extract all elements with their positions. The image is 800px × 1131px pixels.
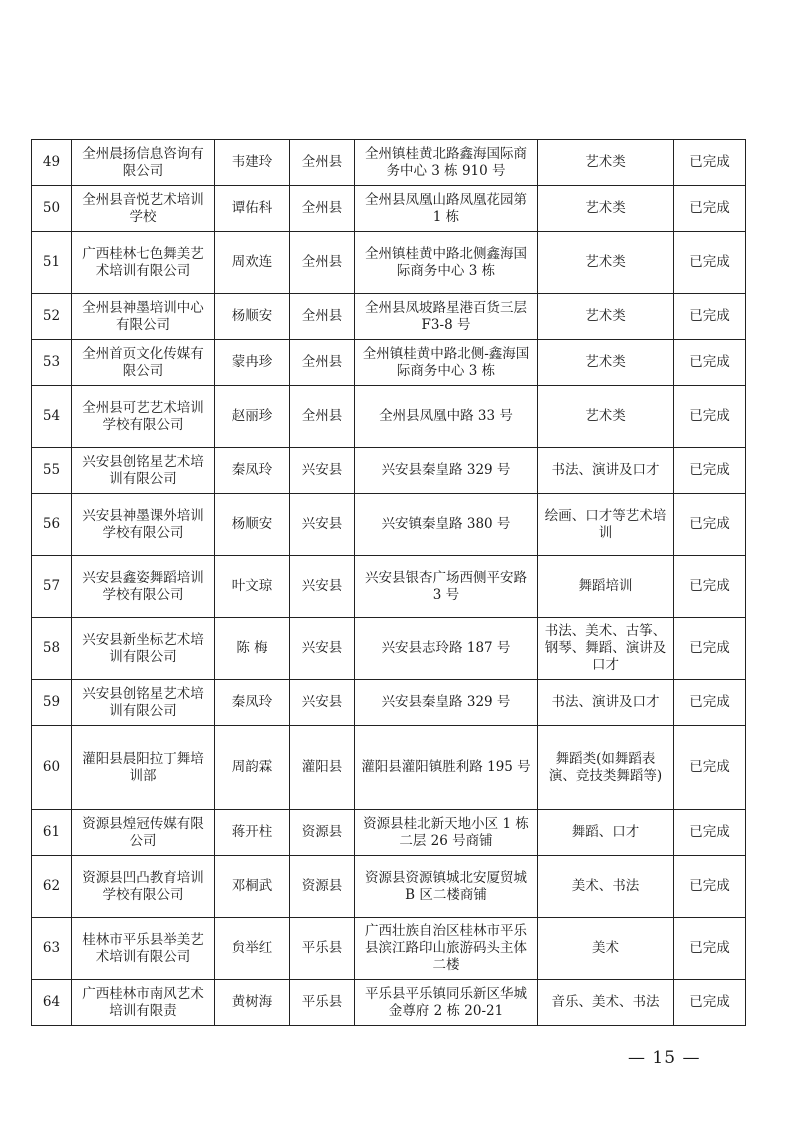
institution-name-cell: 兴安县创铭星艺术培训有限公司 bbox=[72, 448, 215, 494]
legal-person-cell: 谭佑科 bbox=[215, 186, 290, 232]
address-cell: 资源县资源镇城北安厦贸城 B 区二楼商铺 bbox=[355, 856, 538, 918]
status-cell: 已完成 bbox=[674, 186, 746, 232]
row-number-cell: 59 bbox=[32, 680, 72, 726]
row-number-cell: 52 bbox=[32, 294, 72, 340]
institution-name-cell: 兴安县鑫姿舞蹈培训学校有限公司 bbox=[72, 556, 215, 618]
status-cell: 已完成 bbox=[674, 294, 746, 340]
institution-name-cell: 全州首页文化传媒有限公司 bbox=[72, 340, 215, 386]
status-cell: 已完成 bbox=[674, 340, 746, 386]
institution-name-cell: 桂林市平乐县举美艺术培训有限公司 bbox=[72, 918, 215, 980]
legal-person-cell: 周韵霖 bbox=[215, 726, 290, 810]
county-cell: 全州县 bbox=[290, 340, 355, 386]
institution-name-cell: 资源县煌冠传媒有限公司 bbox=[72, 810, 215, 856]
status-cell: 已完成 bbox=[674, 386, 746, 448]
institution-name-cell: 兴安县新坐标艺术培训有限公司 bbox=[72, 618, 215, 680]
county-cell: 资源县 bbox=[290, 810, 355, 856]
legal-person-cell: 叶文琼 bbox=[215, 556, 290, 618]
status-cell: 已完成 bbox=[674, 980, 746, 1026]
status-cell: 已完成 bbox=[674, 726, 746, 810]
institution-name-cell: 兴安县神墨课外培训学校有限公司 bbox=[72, 494, 215, 556]
address-cell: 全州镇桂黄中路北侧-鑫海国际商务中心 3 栋 bbox=[355, 340, 538, 386]
status-cell: 已完成 bbox=[674, 494, 746, 556]
legal-person-cell: 蒋开柱 bbox=[215, 810, 290, 856]
county-cell: 兴安县 bbox=[290, 680, 355, 726]
institution-name-cell: 全州晨扬信息咨询有限公司 bbox=[72, 140, 215, 186]
county-cell: 平乐县 bbox=[290, 980, 355, 1026]
table-row bbox=[32, 810, 746, 856]
county-cell: 全州县 bbox=[290, 186, 355, 232]
row-number-cell: 60 bbox=[32, 726, 72, 810]
training-category-cell: 绘画、口才等艺术培训 bbox=[538, 494, 674, 556]
training-category-cell: 艺术类 bbox=[538, 340, 674, 386]
row-number-cell: 56 bbox=[32, 494, 72, 556]
row-number-cell: 57 bbox=[32, 556, 72, 618]
address-cell: 全州镇桂黄中路北侧鑫海国际商务中心 3 栋 bbox=[355, 232, 538, 294]
training-category-cell: 书法、美术、古筝、钢琴、舞蹈、演讲及口才 bbox=[538, 618, 674, 680]
institution-name-cell: 资源县凹凸教育培训学校有限公司 bbox=[72, 856, 215, 918]
training-category-cell: 书法、演讲及口才 bbox=[538, 448, 674, 494]
legal-person-cell: 杨顺安 bbox=[215, 294, 290, 340]
table-row bbox=[32, 918, 746, 980]
address-cell: 全州县凤凰中路 33 号 bbox=[355, 386, 538, 448]
address-cell: 全州县凤凰山路凤凰花园第 1 栋 bbox=[355, 186, 538, 232]
row-number-cell: 54 bbox=[32, 386, 72, 448]
training-category-cell: 艺术类 bbox=[538, 386, 674, 448]
training-category-cell: 美术 bbox=[538, 918, 674, 980]
row-number-cell: 51 bbox=[32, 232, 72, 294]
legal-person-cell: 贠举红 bbox=[215, 918, 290, 980]
legal-person-cell: 黄树海 bbox=[215, 980, 290, 1026]
institution-name-cell: 灌阳县晨阳拉丁舞培训部 bbox=[72, 726, 215, 810]
address-cell: 兴安县志玲路 187 号 bbox=[355, 618, 538, 680]
legal-person-cell: 周欢连 bbox=[215, 232, 290, 294]
table-row bbox=[32, 726, 746, 810]
status-cell: 已完成 bbox=[674, 140, 746, 186]
table-row bbox=[32, 680, 746, 726]
training-category-cell: 舞蹈、口才 bbox=[538, 810, 674, 856]
county-cell: 平乐县 bbox=[290, 918, 355, 980]
row-number-cell: 61 bbox=[32, 810, 72, 856]
row-number-cell: 64 bbox=[32, 980, 72, 1026]
status-cell: 已完成 bbox=[674, 232, 746, 294]
training-category-cell: 艺术类 bbox=[538, 186, 674, 232]
training-category-cell: 艺术类 bbox=[538, 232, 674, 294]
county-cell: 资源县 bbox=[290, 856, 355, 918]
institution-name-cell: 全州县音悦艺术培训学校 bbox=[72, 186, 215, 232]
county-cell: 全州县 bbox=[290, 386, 355, 448]
table-row bbox=[32, 232, 746, 294]
training-category-cell: 音乐、美术、书法 bbox=[538, 980, 674, 1026]
status-cell: 已完成 bbox=[674, 856, 746, 918]
county-cell: 兴安县 bbox=[290, 556, 355, 618]
training-category-cell: 美术、书法 bbox=[538, 856, 674, 918]
training-category-cell: 舞蹈培训 bbox=[538, 556, 674, 618]
address-cell: 资源县桂北新天地小区 1 栋二层 26 号商铺 bbox=[355, 810, 538, 856]
institution-name-cell: 全州县可艺艺术培训学校有限公司 bbox=[72, 386, 215, 448]
address-cell: 平乐县平乐镇同乐新区华城金尊府 2 栋 20-21 bbox=[355, 980, 538, 1026]
address-cell: 全州镇桂黄北路鑫海国际商务中心 3 栋 910 号 bbox=[355, 140, 538, 186]
legal-person-cell: 秦凤玲 bbox=[215, 448, 290, 494]
county-cell: 全州县 bbox=[290, 140, 355, 186]
row-number-cell: 62 bbox=[32, 856, 72, 918]
address-cell: 全州县凤坡路星港百货三层 F3-8 号 bbox=[355, 294, 538, 340]
status-cell: 已完成 bbox=[674, 918, 746, 980]
county-cell: 兴安县 bbox=[290, 494, 355, 556]
address-cell: 兴安县秦皇路 329 号 bbox=[355, 680, 538, 726]
table-row bbox=[32, 448, 746, 494]
page-number: — 15 — bbox=[628, 1048, 701, 1068]
status-cell: 已完成 bbox=[674, 810, 746, 856]
status-cell: 已完成 bbox=[674, 556, 746, 618]
training-category-cell: 艺术类 bbox=[538, 140, 674, 186]
legal-person-cell: 杨顺安 bbox=[215, 494, 290, 556]
table-row bbox=[32, 618, 746, 680]
row-number-cell: 50 bbox=[32, 186, 72, 232]
address-cell: 兴安县秦皇路 329 号 bbox=[355, 448, 538, 494]
training-category-cell: 舞蹈类(如舞蹈表演、竞技类舞蹈等) bbox=[538, 726, 674, 810]
legal-person-cell: 秦凤玲 bbox=[215, 680, 290, 726]
table-row bbox=[32, 556, 746, 618]
training-category-cell: 艺术类 bbox=[538, 294, 674, 340]
table-body bbox=[32, 140, 746, 1026]
table-row bbox=[32, 140, 746, 186]
legal-person-cell: 赵丽珍 bbox=[215, 386, 290, 448]
row-number-cell: 58 bbox=[32, 618, 72, 680]
training-category-cell: 书法、演讲及口才 bbox=[538, 680, 674, 726]
table-row bbox=[32, 494, 746, 556]
status-cell: 已完成 bbox=[674, 618, 746, 680]
row-number-cell: 55 bbox=[32, 448, 72, 494]
institution-name-cell: 广西桂林市南风艺术培训有限责 bbox=[72, 980, 215, 1026]
county-cell: 灌阳县 bbox=[290, 726, 355, 810]
legal-person-cell: 蒙冉珍 bbox=[215, 340, 290, 386]
county-cell: 全州县 bbox=[290, 294, 355, 340]
row-number-cell: 63 bbox=[32, 918, 72, 980]
institution-name-cell: 兴安县创铭星艺术培训有限公司 bbox=[72, 680, 215, 726]
status-cell: 已完成 bbox=[674, 448, 746, 494]
institution-name-cell: 全州县神墨培训中心有限公司 bbox=[72, 294, 215, 340]
legal-person-cell: 邓桐武 bbox=[215, 856, 290, 918]
status-cell: 已完成 bbox=[674, 680, 746, 726]
legal-person-cell: 陈 梅 bbox=[215, 618, 290, 680]
table-row bbox=[32, 856, 746, 918]
table-row bbox=[32, 980, 746, 1026]
address-cell: 兴安镇秦皇路 380 号 bbox=[355, 494, 538, 556]
row-number-cell: 53 bbox=[32, 340, 72, 386]
table-row bbox=[32, 386, 746, 448]
institution-name-cell: 广西桂林七色舞美艺术培训有限公司 bbox=[72, 232, 215, 294]
legal-person-cell: 韦建玲 bbox=[215, 140, 290, 186]
table-row bbox=[32, 340, 746, 386]
registry-table bbox=[31, 139, 746, 1026]
address-cell: 兴安县银杏广场西侧平安路 3 号 bbox=[355, 556, 538, 618]
county-cell: 兴安县 bbox=[290, 448, 355, 494]
county-cell: 全州县 bbox=[290, 232, 355, 294]
address-cell: 广西壮族自治区桂林市平乐县滨江路印山旅游码头主体二楼 bbox=[355, 918, 538, 980]
table-row bbox=[32, 186, 746, 232]
address-cell: 灌阳县灌阳镇胜利路 195 号 bbox=[355, 726, 538, 810]
table-row bbox=[32, 294, 746, 340]
county-cell: 兴安县 bbox=[290, 618, 355, 680]
row-number-cell: 49 bbox=[32, 140, 72, 186]
